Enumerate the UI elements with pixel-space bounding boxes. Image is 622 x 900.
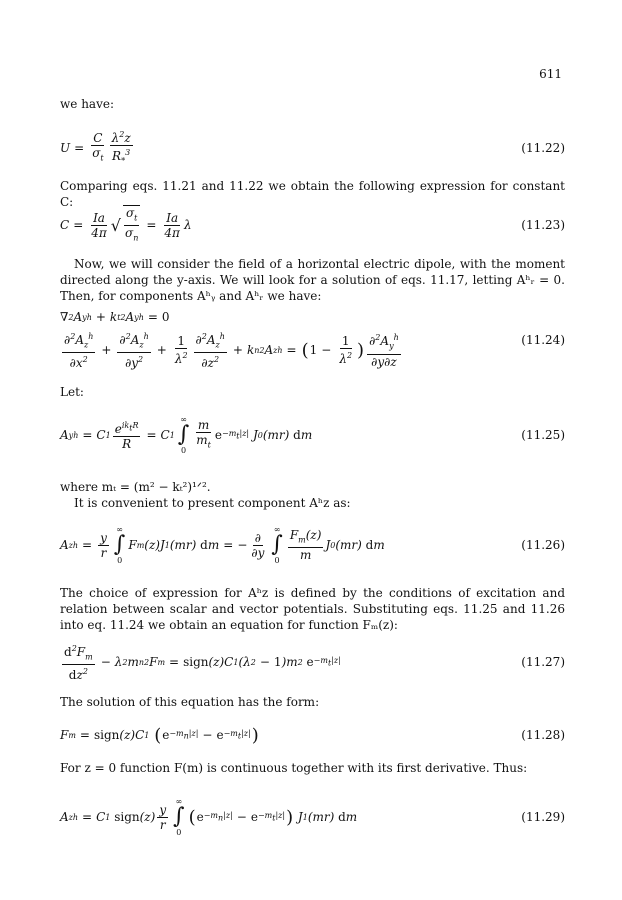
equation-11-22 [60, 128, 565, 168]
equation-11-27 [60, 642, 565, 682]
equation-11-29-body: A z h = C 1 sign (z) $\frac{y}{r}$ ∞ ∫ 0 ( e $-m_n|z|$ − e $-m_t|z|$ ) J 1 (mr) d m [60, 797, 358, 837]
paragraph-let: Let: [60, 385, 84, 399]
paragraph-continuous: For z = 0 function F(m) is continuous together with its first derivative. Thus: [60, 761, 528, 775]
equation-number-11-28: (11.28) [521, 728, 565, 742]
equation-11-24-line1-body: ∇ 2 A y h + k t 2 A y h = 0 [60, 310, 170, 324]
page-number: 611 [539, 67, 562, 81]
paragraph-where: where mₜ = (m² − kₜ²)¹ᐟ². [60, 480, 211, 494]
paragraph-comparing: Comparing eqs. 11.21 and 11.22 we obtain the following expression for constant C: [60, 179, 565, 209]
equation-number-11-24: (11.24) [521, 333, 565, 347]
equation-11-23 [60, 205, 565, 245]
paragraph-solution: The solution of this equation has the form: [60, 695, 320, 709]
equation-11-26-body: A z h = $\frac{y}{r}$ ∞ ∫ 0 F m (z)J 1 (mr) d m = − $\frac{\partial}{\partial y}$ ∞ ∫ 0 $\frac{F_m(z)}{m}$ J 0 (mr) d m [60, 525, 385, 565]
equation-11-24 [60, 330, 565, 370]
equation-11-23-body: C = $\frac{Ia}{4\pi}$ √ $\frac{\sigma_t}{\sigma_n}$ = $\frac{Ia}{4\pi}$ λ [60, 205, 192, 245]
equation-number-11-23: (11.23) [521, 218, 565, 232]
equation-11-24-line1 [60, 306, 565, 328]
equation-11-28 [60, 720, 565, 750]
equation-number-11-26: (11.26) [521, 538, 565, 552]
equation-11-27-body: $\frac{d^2F_m}{dz^2}$ − λ 2 m n 2 F m = sign (z)C 1 (λ 2 − 1 )m 2 e $-m_t|z|$ [64, 643, 341, 683]
paragraph-choice: The choice of expression for Aʰz is defined by the conditions of excitation and relation between scalar and vector potentials. Substituting eqs. 11.25 and 11.26 into eq. 11.24 we obtain an equation for function Fₘ(z): [60, 586, 565, 632]
equation-11-26 [60, 518, 565, 572]
equation-number-11-27: (11.27) [521, 655, 565, 669]
equation-11-25-body: A y h = C 1 $\frac{e^{ik_tR}}{R}$ = C 1 ∞ ∫ 0 $\frac{m}{m_t}$ e $-m_t|z|$ J 0 (mr) d m [60, 415, 313, 455]
equation-11-24-body: $\frac{\partial^2A_z^h}{\partial x^2}$ + $\frac{\partial^2A_z^h}{\partial y^2}$ + $\frac{1}{\lambda^2}$ $\frac{\partial^2A_z^h}{\partial z^2}$ + k n 2 A z h = ( 1 − $\frac{1}{\lambda^2}$ ) $\frac{\partial^2A_y^h}{\partial y\partial z}$ [64, 331, 399, 371]
paragraph-we-have: we have: [60, 97, 114, 111]
paragraph-horizontal-dipole: Now, we will consider the field of a horizontal electric dipole, with the moment directed along the y-axis. We will look for a solution of eqs. 11.17, letting Aʰᵣ = 0. Then, for components Aʰᵧ and Aʰᵣ we have: [60, 257, 565, 303]
equation-11-25 [60, 408, 565, 462]
equation-number-11-22: (11.22) [521, 141, 565, 155]
equation-11-28-body: F m = sign (z)C 1 ( e $-m_n|z|$ − e $-m_t|z|$ ) [60, 724, 259, 746]
equation-11-22-body: U = $\frac{C}{\sigma_t}$ $\frac{\lambda^2z}{R_*^3}$ [60, 129, 131, 166]
equation-number-11-25: (11.25) [521, 428, 565, 442]
equation-11-29 [60, 790, 565, 844]
equation-number-11-29: (11.29) [521, 810, 565, 824]
paragraph-convenient: It is convenient to present component Aʰz as: [74, 496, 351, 510]
